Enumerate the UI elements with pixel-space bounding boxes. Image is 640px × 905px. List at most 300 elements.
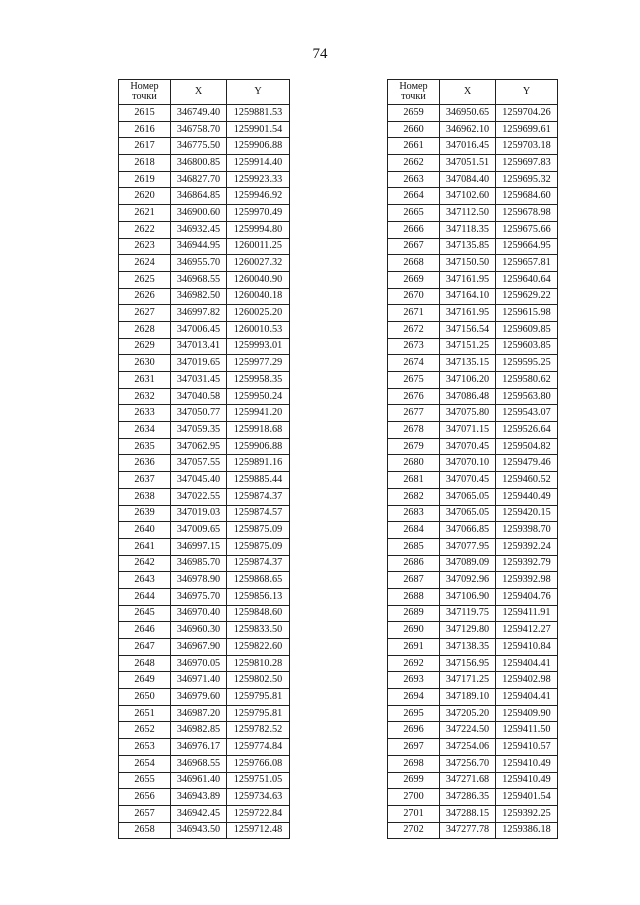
x-coordinate-cell: 346943.50 xyxy=(171,822,227,839)
x-header: X xyxy=(440,80,496,105)
point-number-cell: 2671 xyxy=(388,305,440,322)
y-header: Y xyxy=(227,80,290,105)
x-coordinate-cell: 346997.15 xyxy=(171,538,227,555)
y-coordinate-cell: 1259392.79 xyxy=(496,555,558,572)
y-coordinate-cell: 1259856.13 xyxy=(227,588,290,605)
point-number-header-line1: Номер xyxy=(130,80,159,92)
y-coordinate-cell: 1259479.46 xyxy=(496,455,558,472)
y-coordinate-cell: 1259950.24 xyxy=(227,388,290,405)
table-row xyxy=(388,572,558,589)
table-row xyxy=(388,739,558,756)
y-coordinate-cell: 1259875.09 xyxy=(227,538,290,555)
x-coordinate-cell: 347016.45 xyxy=(440,138,496,155)
x-coordinate-cell: 347070.10 xyxy=(440,455,496,472)
y-coordinate-cell: 1259734.63 xyxy=(227,789,290,806)
y-coordinate-cell: 1259958.35 xyxy=(227,372,290,389)
table-row xyxy=(119,522,290,539)
y-coordinate-cell: 1259404.41 xyxy=(496,655,558,672)
y-coordinate-cell: 1259402.98 xyxy=(496,672,558,689)
coordinates-table-right xyxy=(387,79,558,839)
table-header-row xyxy=(119,80,290,105)
table-row xyxy=(119,555,290,572)
x-coordinate-cell: 346758.70 xyxy=(171,121,227,138)
y-coordinate-cell: 1259440.49 xyxy=(496,488,558,505)
point-number-cell: 2638 xyxy=(119,488,171,505)
x-coordinate-cell: 347065.05 xyxy=(440,505,496,522)
point-number-header-line1: Номер xyxy=(399,80,428,92)
table-row xyxy=(388,488,558,505)
point-number-cell: 2648 xyxy=(119,655,171,672)
x-coordinate-cell: 346985.70 xyxy=(171,555,227,572)
point-number-cell: 2634 xyxy=(119,422,171,439)
point-number-cell: 2644 xyxy=(119,588,171,605)
point-number-cell: 2699 xyxy=(388,772,440,789)
y-coordinate-cell: 1259411.50 xyxy=(496,722,558,739)
y-coordinate-cell: 1259802.50 xyxy=(227,672,290,689)
table-row xyxy=(388,271,558,288)
y-coordinate-cell: 1259795.81 xyxy=(227,705,290,722)
y-coordinate-cell: 1259410.49 xyxy=(496,772,558,789)
x-coordinate-cell: 346864.85 xyxy=(171,188,227,205)
point-number-cell: 2631 xyxy=(119,372,171,389)
x-coordinate-cell: 346970.40 xyxy=(171,605,227,622)
x-coordinate-cell: 347156.95 xyxy=(440,655,496,672)
table-row xyxy=(388,639,558,656)
y-coordinate-cell: 1260027.32 xyxy=(227,255,290,272)
x-coordinate-cell: 347022.55 xyxy=(171,488,227,505)
table-row xyxy=(388,689,558,706)
y-coordinate-cell: 1259699.61 xyxy=(496,121,558,138)
x-coordinate-cell: 346943.89 xyxy=(171,789,227,806)
point-number-cell: 2670 xyxy=(388,288,440,305)
y-coordinate-cell: 1260040.90 xyxy=(227,271,290,288)
table-row xyxy=(119,772,290,789)
x-coordinate-cell: 347040.58 xyxy=(171,388,227,405)
y-coordinate-cell: 1259392.24 xyxy=(496,538,558,555)
y-coordinate-cell: 1259914.40 xyxy=(227,155,290,172)
x-coordinate-cell: 346975.70 xyxy=(171,588,227,605)
point-number-cell: 2641 xyxy=(119,538,171,555)
table-row xyxy=(388,672,558,689)
x-header: X xyxy=(171,80,227,105)
y-coordinate-cell: 1259874.37 xyxy=(227,555,290,572)
y-coordinate-cell: 1259615.98 xyxy=(496,305,558,322)
point-number-cell: 2615 xyxy=(119,105,171,122)
y-coordinate-cell: 1259901.54 xyxy=(227,121,290,138)
table-row xyxy=(119,305,290,322)
table-row xyxy=(119,121,290,138)
table-row xyxy=(119,255,290,272)
point-number-cell: 2624 xyxy=(119,255,171,272)
y-coordinate-cell: 1260025.20 xyxy=(227,305,290,322)
table-row xyxy=(119,321,290,338)
table-row xyxy=(388,455,558,472)
table-row xyxy=(388,588,558,605)
table-row xyxy=(388,405,558,422)
y-coordinate-cell: 1259526.64 xyxy=(496,422,558,439)
x-coordinate-cell: 347205.20 xyxy=(440,705,496,722)
point-number-cell: 2661 xyxy=(388,138,440,155)
table-row xyxy=(388,188,558,205)
table-row xyxy=(119,355,290,372)
x-coordinate-cell: 346775.50 xyxy=(171,138,227,155)
y-coordinate-cell: 1259563.80 xyxy=(496,388,558,405)
point-number-cell: 2674 xyxy=(388,355,440,372)
x-coordinate-cell: 346961.40 xyxy=(171,772,227,789)
point-number-cell: 2652 xyxy=(119,722,171,739)
y-coordinate-cell: 1260040.18 xyxy=(227,288,290,305)
table-row xyxy=(119,622,290,639)
y-coordinate-cell: 1259675.66 xyxy=(496,221,558,238)
x-coordinate-cell: 346749.40 xyxy=(171,105,227,122)
table-row xyxy=(388,522,558,539)
y-coordinate-cell: 1259410.84 xyxy=(496,639,558,656)
y-coordinate-cell: 1259412.27 xyxy=(496,622,558,639)
table-row xyxy=(388,205,558,222)
point-number-cell: 2633 xyxy=(119,405,171,422)
point-number-cell: 2683 xyxy=(388,505,440,522)
point-number-cell: 2639 xyxy=(119,505,171,522)
x-coordinate-cell: 347057.55 xyxy=(171,455,227,472)
point-number-cell: 2637 xyxy=(119,472,171,489)
point-number-cell: 2690 xyxy=(388,622,440,639)
table-row xyxy=(388,705,558,722)
table-row xyxy=(119,639,290,656)
table-row xyxy=(388,355,558,372)
point-number-cell: 2688 xyxy=(388,588,440,605)
coordinates-body-left xyxy=(119,105,290,839)
y-coordinate-cell: 1259409.90 xyxy=(496,705,558,722)
table-row xyxy=(119,655,290,672)
x-coordinate-cell: 346932.45 xyxy=(171,221,227,238)
table-row xyxy=(388,805,558,822)
x-coordinate-cell: 347106.20 xyxy=(440,372,496,389)
point-number-cell: 2668 xyxy=(388,255,440,272)
point-number-cell: 2667 xyxy=(388,238,440,255)
x-coordinate-cell: 346968.55 xyxy=(171,755,227,772)
table-row xyxy=(388,238,558,255)
x-coordinate-cell: 346978.90 xyxy=(171,572,227,589)
point-number-cell: 2619 xyxy=(119,171,171,188)
x-coordinate-cell: 347135.15 xyxy=(440,355,496,372)
x-coordinate-cell: 347129.80 xyxy=(440,622,496,639)
y-coordinate-cell: 1259703.18 xyxy=(496,138,558,155)
table-row xyxy=(119,221,290,238)
x-coordinate-cell: 346987.20 xyxy=(171,705,227,722)
table-row xyxy=(119,422,290,439)
y-coordinate-cell: 1259392.25 xyxy=(496,805,558,822)
table-row xyxy=(119,689,290,706)
x-coordinate-cell: 347135.85 xyxy=(440,238,496,255)
point-number-cell: 2665 xyxy=(388,205,440,222)
table-row xyxy=(388,472,558,489)
y-coordinate-cell: 1259810.28 xyxy=(227,655,290,672)
y-coordinate-cell: 1259410.49 xyxy=(496,755,558,772)
y-coordinate-cell: 1259881.53 xyxy=(227,105,290,122)
x-coordinate-cell: 347112.50 xyxy=(440,205,496,222)
point-number-cell: 2702 xyxy=(388,822,440,839)
point-number-cell: 2697 xyxy=(388,739,440,756)
table-row xyxy=(388,321,558,338)
y-coordinate-cell: 1259420.15 xyxy=(496,505,558,522)
x-coordinate-cell: 346955.70 xyxy=(171,255,227,272)
y-coordinate-cell: 1259874.57 xyxy=(227,505,290,522)
point-number-cell: 2669 xyxy=(388,271,440,288)
table-row xyxy=(388,305,558,322)
table-row xyxy=(388,555,558,572)
table-row xyxy=(119,722,290,739)
y-coordinate-cell: 1259580.62 xyxy=(496,372,558,389)
table-row xyxy=(388,772,558,789)
point-number-cell: 2684 xyxy=(388,522,440,539)
table-row xyxy=(119,171,290,188)
point-number-cell: 2635 xyxy=(119,438,171,455)
table-row xyxy=(388,105,558,122)
point-number-cell: 2646 xyxy=(119,622,171,639)
coordinates-body-right xyxy=(388,105,558,839)
point-number-cell: 2620 xyxy=(119,188,171,205)
table-row xyxy=(388,505,558,522)
y-coordinate-cell: 1259722.84 xyxy=(227,805,290,822)
point-number-cell: 2660 xyxy=(388,121,440,138)
y-coordinate-cell: 1259695.32 xyxy=(496,171,558,188)
y-coordinate-cell: 1259941.20 xyxy=(227,405,290,422)
y-coordinate-cell: 1259697.83 xyxy=(496,155,558,172)
point-number-cell: 2687 xyxy=(388,572,440,589)
table-row xyxy=(119,338,290,355)
table-row xyxy=(388,388,558,405)
table-row xyxy=(119,822,290,839)
point-number-cell: 2649 xyxy=(119,672,171,689)
y-coordinate-cell: 1259640.64 xyxy=(496,271,558,288)
y-coordinate-cell: 1259603.85 xyxy=(496,338,558,355)
point-number-header xyxy=(388,80,440,105)
point-number-cell: 2700 xyxy=(388,789,440,806)
x-coordinate-cell: 347171.25 xyxy=(440,672,496,689)
point-number-header-line2: точки xyxy=(132,91,157,102)
point-number-cell: 2673 xyxy=(388,338,440,355)
point-number-cell: 2680 xyxy=(388,455,440,472)
table-row xyxy=(388,755,558,772)
y-coordinate-cell: 1259906.88 xyxy=(227,438,290,455)
y-coordinate-cell: 1259404.76 xyxy=(496,588,558,605)
table-row xyxy=(388,605,558,622)
y-coordinate-cell: 1259848.60 xyxy=(227,605,290,622)
y-coordinate-cell: 1259712.48 xyxy=(227,822,290,839)
table-row xyxy=(388,722,558,739)
x-coordinate-cell: 347031.45 xyxy=(171,372,227,389)
y-coordinate-cell: 1259704.26 xyxy=(496,105,558,122)
table-row xyxy=(119,288,290,305)
x-coordinate-cell: 347066.85 xyxy=(440,522,496,539)
y-coordinate-cell: 1259460.52 xyxy=(496,472,558,489)
x-coordinate-cell: 346950.65 xyxy=(440,105,496,122)
page-number: 74 xyxy=(312,46,328,62)
table-row xyxy=(119,238,290,255)
x-coordinate-cell: 347164.10 xyxy=(440,288,496,305)
point-number-cell: 2685 xyxy=(388,538,440,555)
x-coordinate-cell: 346971.40 xyxy=(171,672,227,689)
x-coordinate-cell: 347077.95 xyxy=(440,538,496,555)
point-number-cell: 2692 xyxy=(388,655,440,672)
table-row xyxy=(119,105,290,122)
point-number-cell: 2653 xyxy=(119,739,171,756)
point-number-cell: 2647 xyxy=(119,639,171,656)
point-number-cell: 2691 xyxy=(388,639,440,656)
point-number-cell: 2628 xyxy=(119,321,171,338)
point-number-cell: 2659 xyxy=(388,105,440,122)
table-row xyxy=(119,372,290,389)
x-coordinate-cell: 347009.65 xyxy=(171,522,227,539)
y-coordinate-cell: 1259386.18 xyxy=(496,822,558,839)
y-coordinate-cell: 1259595.25 xyxy=(496,355,558,372)
point-number-cell: 2616 xyxy=(119,121,171,138)
table-row xyxy=(388,655,558,672)
table-row xyxy=(119,605,290,622)
point-number-cell: 2664 xyxy=(388,188,440,205)
point-number-cell: 2636 xyxy=(119,455,171,472)
table-row xyxy=(119,138,290,155)
y-coordinate-cell: 1259664.95 xyxy=(496,238,558,255)
x-coordinate-cell: 347065.05 xyxy=(440,488,496,505)
point-number-cell: 2645 xyxy=(119,605,171,622)
point-number-cell: 2630 xyxy=(119,355,171,372)
table-row xyxy=(388,372,558,389)
x-coordinate-cell: 347070.45 xyxy=(440,472,496,489)
point-number-cell: 2626 xyxy=(119,288,171,305)
point-number-cell: 2701 xyxy=(388,805,440,822)
point-number-cell: 2621 xyxy=(119,205,171,222)
table-row xyxy=(388,155,558,172)
x-coordinate-cell: 346970.05 xyxy=(171,655,227,672)
y-coordinate-cell: 1259993.01 xyxy=(227,338,290,355)
x-coordinate-cell: 347271.68 xyxy=(440,772,496,789)
point-number-cell: 2623 xyxy=(119,238,171,255)
y-coordinate-cell: 1259970.49 xyxy=(227,205,290,222)
y-coordinate-cell: 1259822.60 xyxy=(227,639,290,656)
point-number-cell: 2655 xyxy=(119,772,171,789)
x-coordinate-cell: 347151.25 xyxy=(440,338,496,355)
x-coordinate-cell: 347286.35 xyxy=(440,789,496,806)
x-coordinate-cell: 347106.90 xyxy=(440,588,496,605)
table-row xyxy=(119,588,290,605)
point-number-cell: 2654 xyxy=(119,755,171,772)
x-coordinate-cell: 347071.15 xyxy=(440,422,496,439)
point-number-cell: 2618 xyxy=(119,155,171,172)
coordinates-table-left xyxy=(118,79,290,839)
table-row xyxy=(119,572,290,589)
table-row xyxy=(388,221,558,238)
point-number-cell: 2679 xyxy=(388,438,440,455)
table-row xyxy=(388,822,558,839)
point-number-cell: 2672 xyxy=(388,321,440,338)
x-coordinate-cell: 346976.17 xyxy=(171,739,227,756)
point-number-cell: 2694 xyxy=(388,689,440,706)
x-coordinate-cell: 346982.85 xyxy=(171,722,227,739)
x-coordinate-cell: 346900.60 xyxy=(171,205,227,222)
table-row xyxy=(388,121,558,138)
y-coordinate-cell: 1259657.81 xyxy=(496,255,558,272)
point-number-cell: 2617 xyxy=(119,138,171,155)
table-row xyxy=(388,288,558,305)
table-header-row xyxy=(388,80,558,105)
x-coordinate-cell: 346944.95 xyxy=(171,238,227,255)
y-coordinate-cell: 1259782.52 xyxy=(227,722,290,739)
table-row xyxy=(388,171,558,188)
table-row xyxy=(119,438,290,455)
point-number-cell: 2677 xyxy=(388,405,440,422)
point-number-header-line2: точки xyxy=(401,91,426,102)
x-coordinate-cell: 347070.45 xyxy=(440,438,496,455)
table-row xyxy=(119,505,290,522)
x-coordinate-cell: 347254.06 xyxy=(440,739,496,756)
table-row xyxy=(119,205,290,222)
table-row xyxy=(388,538,558,555)
point-number-cell: 2658 xyxy=(119,822,171,839)
x-coordinate-cell: 347118.35 xyxy=(440,221,496,238)
y-coordinate-cell: 1259906.88 xyxy=(227,138,290,155)
x-coordinate-cell: 347062.95 xyxy=(171,438,227,455)
x-coordinate-cell: 347051.51 xyxy=(440,155,496,172)
y-coordinate-cell: 1259629.22 xyxy=(496,288,558,305)
table-row xyxy=(119,705,290,722)
point-number-cell: 2627 xyxy=(119,305,171,322)
x-coordinate-cell: 346960.30 xyxy=(171,622,227,639)
y-coordinate-cell: 1259795.81 xyxy=(227,689,290,706)
y-coordinate-cell: 1259868.65 xyxy=(227,572,290,589)
point-number-cell: 2698 xyxy=(388,755,440,772)
x-coordinate-cell: 347045.40 xyxy=(171,472,227,489)
point-number-cell: 2651 xyxy=(119,705,171,722)
point-number-cell: 2666 xyxy=(388,221,440,238)
x-coordinate-cell: 347019.03 xyxy=(171,505,227,522)
y-coordinate-cell: 1259946.92 xyxy=(227,188,290,205)
table-row xyxy=(388,255,558,272)
point-number-cell: 2640 xyxy=(119,522,171,539)
point-number-cell: 2622 xyxy=(119,221,171,238)
table-row xyxy=(119,472,290,489)
x-coordinate-cell: 346982.50 xyxy=(171,288,227,305)
x-coordinate-cell: 346967.90 xyxy=(171,639,227,656)
table-row xyxy=(119,755,290,772)
table-row xyxy=(388,789,558,806)
table-row xyxy=(388,622,558,639)
x-coordinate-cell: 347256.70 xyxy=(440,755,496,772)
point-number-cell: 2663 xyxy=(388,171,440,188)
y-coordinate-cell: 1259684.60 xyxy=(496,188,558,205)
x-coordinate-cell: 347075.80 xyxy=(440,405,496,422)
y-coordinate-cell: 1259874.37 xyxy=(227,488,290,505)
table-row xyxy=(119,188,290,205)
y-coordinate-cell: 1259774.84 xyxy=(227,739,290,756)
y-coordinate-cell: 1259833.50 xyxy=(227,622,290,639)
point-number-cell: 2681 xyxy=(388,472,440,489)
point-number-header xyxy=(119,80,171,105)
x-coordinate-cell: 347224.50 xyxy=(440,722,496,739)
x-coordinate-cell: 346800.85 xyxy=(171,155,227,172)
x-coordinate-cell: 347089.09 xyxy=(440,555,496,572)
x-coordinate-cell: 347059.35 xyxy=(171,422,227,439)
table-row xyxy=(119,672,290,689)
x-coordinate-cell: 346962.10 xyxy=(440,121,496,138)
y-coordinate-cell: 1259994.80 xyxy=(227,221,290,238)
point-number-cell: 2696 xyxy=(388,722,440,739)
point-number-cell: 2642 xyxy=(119,555,171,572)
table-row xyxy=(388,438,558,455)
table-row xyxy=(119,805,290,822)
x-coordinate-cell: 347013.41 xyxy=(171,338,227,355)
point-number-cell: 2662 xyxy=(388,155,440,172)
